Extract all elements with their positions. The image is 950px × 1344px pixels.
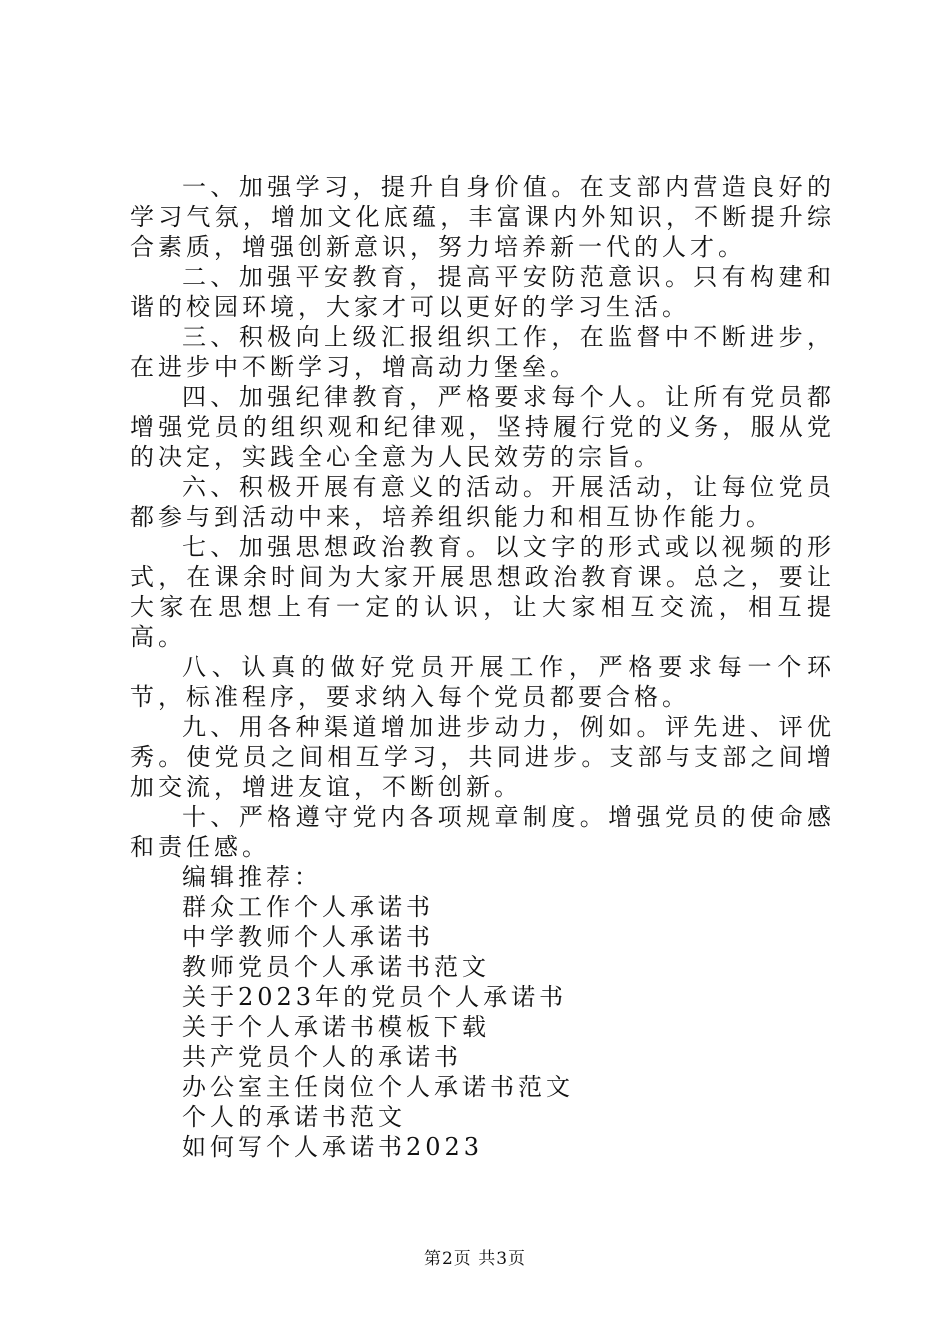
paragraph-6: 六、积极开展有意义的活动。开展活动，让每位党员都参与到活动中来，培养组织能力和相互协作能力。 [130,473,835,531]
recommend-heading: 编辑推荐： [182,863,322,891]
paragraph-10: 十、严格遵守党内各项规章制度。增强党员的使命感和责任感。 [130,803,835,861]
recommend-list [130,892,835,1162]
recommend-link[interactable]: 关于个人承诺书模板下载 [182,1013,490,1041]
recommend-link[interactable]: 中学教师个人承诺书 [182,923,434,951]
page-number-footer: 第2页 共3页 [423,1249,527,1269]
recommend-link[interactable]: 办公室主任岗位个人承诺书范文 [182,1073,574,1101]
recommend-link[interactable]: 群众工作个人承诺书 [182,893,434,921]
paragraph-1: 一、加强学习，提升自身价值。在支部内营造良好的学习气氛，增加文化底蕴，丰富课内外知识，不断提升综合素质，增强创新意识，努力培养新一代的人才。 [130,173,835,261]
document-body [130,172,835,1162]
paragraph-7: 七、加强思想政治教育。以文字的形式或以视频的形式，在课余时间为大家开展思想政治教育课。总之，要让大家在思想上有一定的认识，让大家相互交流，相互提高。 [130,533,835,651]
recommend-link[interactable]: 关于2023年的党员个人承诺书 [182,983,568,1011]
paragraph-4: 四、加强纪律教育，严格要求每个人。让所有党员都增强党员的组织观和纪律观，坚持履行党的义务，服从党的决定，实践全心全意为人民效劳的宗旨。 [130,383,835,471]
paragraph-3: 三、积极向上级汇报组织工作，在监督中不断进步，在进步中不断学习，增高动力堡垒。 [130,323,835,381]
recommend-link[interactable]: 个人的承诺书范文 [182,1103,406,1131]
recommend-link[interactable]: 共产党员个人的承诺书 [182,1043,462,1071]
paragraph-2: 二、加强平安教育，提高平安防范意识。只有构建和谐的校园环境，大家才可以更好的学习生活。 [130,263,835,321]
paragraph-9: 九、用各种渠道增加进步动力，例如。评先进、评优秀。使党员之间相互学习，共同进步。支部与支部之间增加交流，增进友谊，不断创新。 [130,713,835,801]
recommend-link[interactable]: 如何写个人承诺书2023 [182,1133,484,1161]
paragraph-8: 八、认真的做好党员开展工作，严格要求每一个环节，标准程序，要求纳入每个党员都要合格。 [130,653,835,711]
recommend-link[interactable]: 教师党员个人承诺书范文 [182,953,490,981]
